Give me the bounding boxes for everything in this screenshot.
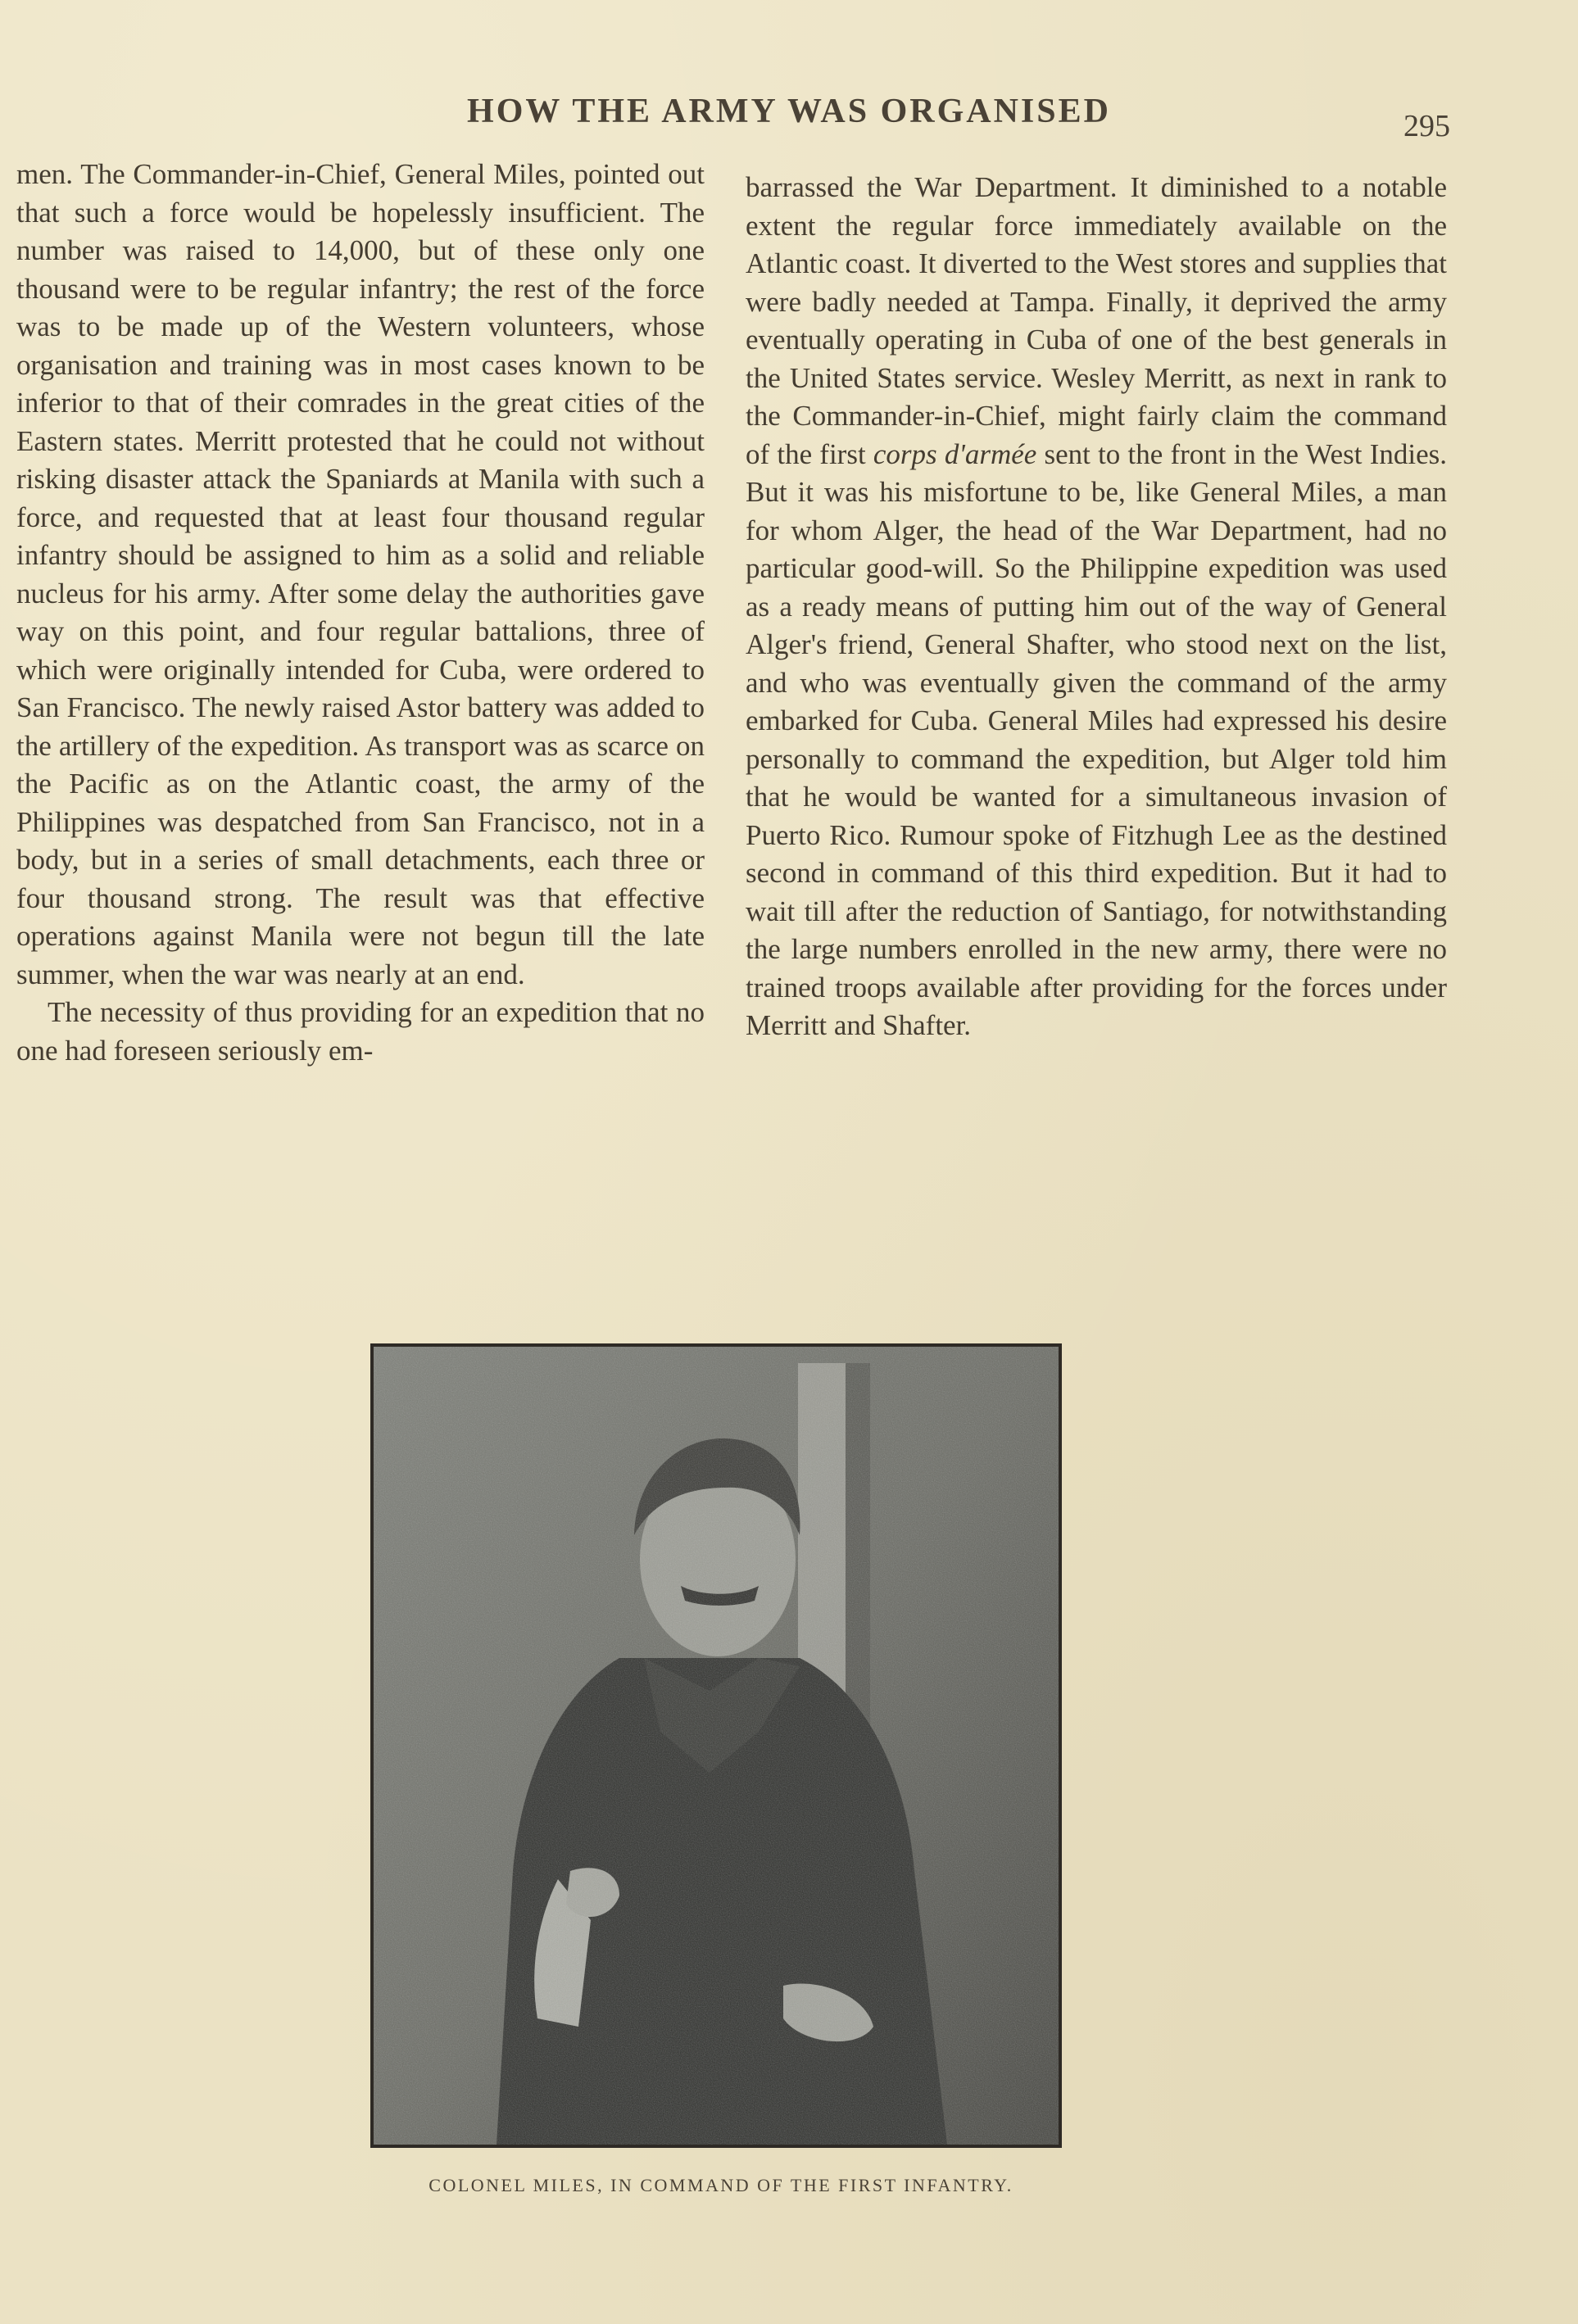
page-number: 295 [1403,109,1450,143]
italic-phrase: corps d'armée [873,437,1037,470]
right-paragraph [746,169,1447,1045]
right-text-after-italic: sent to the front in the West Indies. But it was his misfortune to be, like General Miles, a man for whom Alger, the head of the War Department, had no particular good-will. So the Philippine expedition was used as a ready means of putting him out of the way of General Alger's friend, General Shafter, who stood next on the list, and who was eventually given the command of the army embarked for Cuba. General Miles had expressed his desire personally to command the expedition, but Alger told him that he would be wanted for a simultaneous invasion of Puerto Rico. Rumour spoke of Fitzhugh Lee as the destined second in command of this third expedition. But it had to wait till after the reduction of Santiago, for notwithstanding the large numbers enrolled in the new army, there were no trained troops available after providing for the forces under Merritt and Shafter. [746,437,1448,1041]
portrait-illustration [374,1347,1059,2145]
left-column [16,156,705,1070]
running-title: HOW THE ARMY WAS ORGANISED [467,93,1111,130]
right-column [746,169,1447,1045]
right-text-before-italic: barrassed the War Department. It diminished to a notable extent the regular force immediately available on the Atlantic coast. It diverted to the West stores and supplies that were badly needed at Tampa. Finally, it deprived the army eventually operating in Cuba of one of the best generals in the United States service. Wesley Merritt, as next in rank to the Commander-in-Chief, might fairly claim the command of the first [746,171,1447,470]
left-paragraph-1: men. The Commander-in-Chief, General Miles, pointed out that such a force would be hopelessly insufficient. The number was raised to 14,000, but of these only one thousand were to be regular infantry; the rest of the force was to be made up of the Western volunteers, whose organisation and training was in most cases known to be inferior to that of their comrades in the great cities of the Eastern states. Merritt protested that he could not without risking disaster attack the Spaniards at Manila with such a force, and requested that at least four thousand regular infantry should be assigned to him as a solid and reliable nucleus for his army. After some delay the authorities gave way on this point, and four regular battalions, three of which were originally intended for Cuba, were ordered to San Francisco. The newly raised Astor battery was added to the artillery of the expedition. As transport was as scarce on the Pacific as on the Atlantic coast, the army of the Philippines was despatched from San Francisco, not in a body, but in a series of small detachments, each three or four thousand strong. The result was that effective operations against Manila were not begun till the late summer, when the war was nearly at an end. [16,158,705,990]
figure-caption: COLONEL MILES, IN COMMAND OF THE FIRST INFANTRY. [429,2175,1013,2195]
left-paragraph-2: The necessity of thus providing for an expedition that no one had foreseen seriously em- [16,996,705,1067]
portrait-photograph [370,1343,1062,2148]
